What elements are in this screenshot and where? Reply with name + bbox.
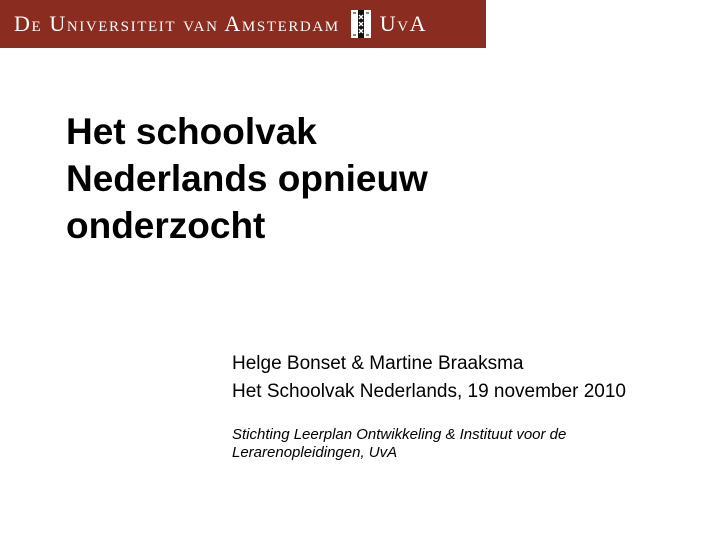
slide-title [66,108,546,249]
affiliation-line: Lerarenopleidingen, UvA [232,444,398,461]
uva-seal-icon [350,9,372,39]
university-banner [0,0,486,48]
slide-subtitle [232,350,702,462]
affiliation [232,426,702,462]
event-line: Het Schoolvak Nederlands, 19 november 2010 [232,381,626,402]
affiliation-line: Stichting Leerplan Ontwikkeling & Instituut voor de [232,426,567,443]
title-line: Nederlands opnieuw [66,158,428,199]
university-abbreviation: UvA [379,11,428,36]
title-line: Het schoolvak [66,111,317,152]
title-line: onderzocht [66,205,266,246]
authors: Helge Bonset & Martine Braaksma [232,353,524,374]
university-name: De Universiteit van Amsterdam [14,11,340,36]
